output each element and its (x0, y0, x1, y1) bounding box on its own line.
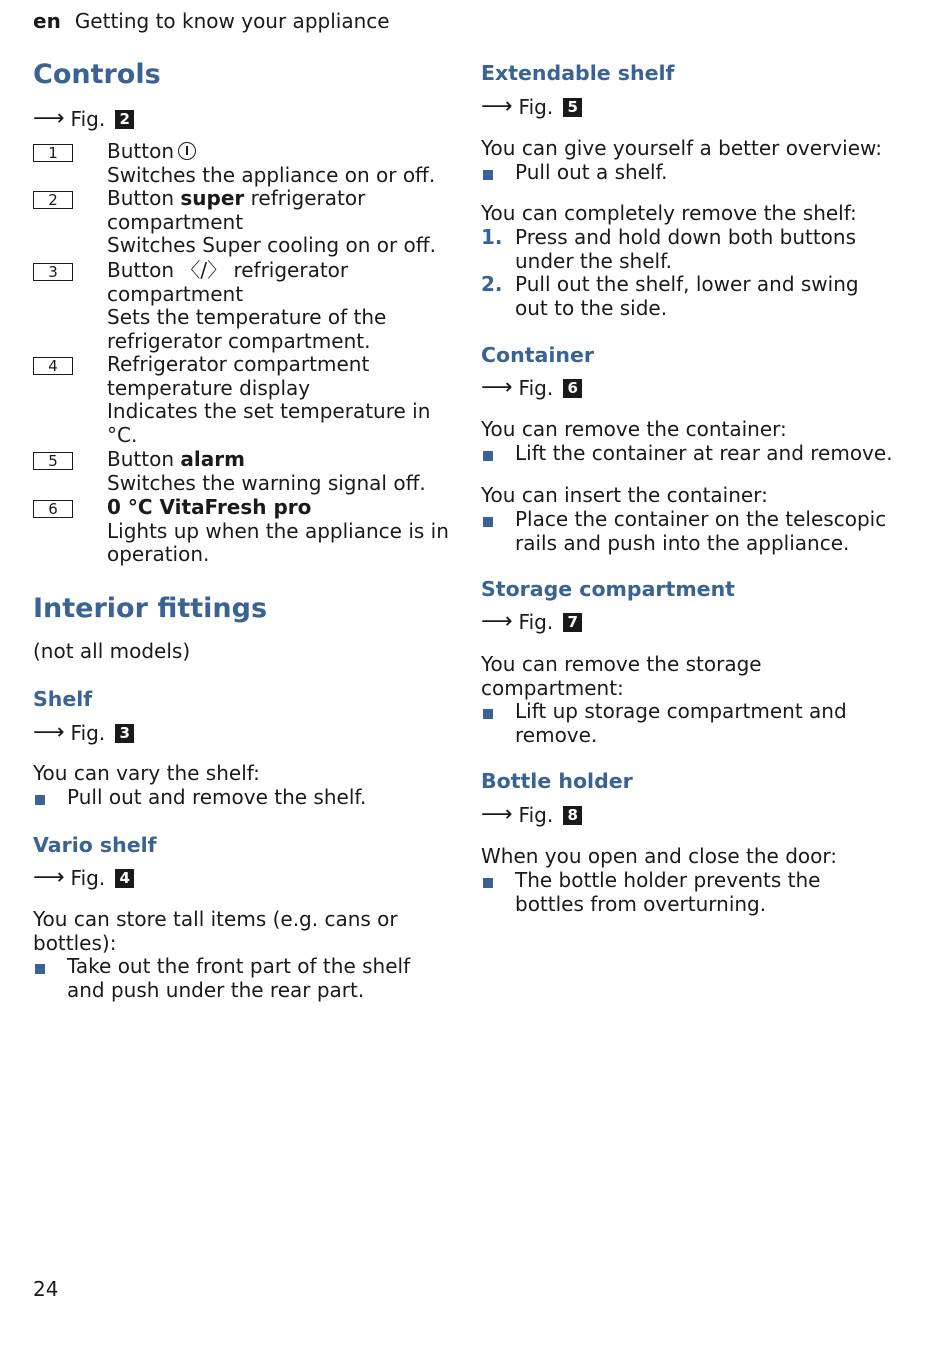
vario-shelf-heading: Vario shelf (33, 833, 157, 857)
control-label-bold: alarm (180, 447, 245, 471)
bottle-fig-ref (481, 802, 582, 828)
bottle-holder-heading: Bottle holder (481, 769, 633, 793)
fig-label: Fig. (518, 376, 554, 400)
storage-fig-ref (481, 609, 582, 635)
fig-label: Fig. (70, 721, 106, 745)
control-number: 5 (33, 452, 73, 470)
shelf-fig-ref (33, 720, 134, 746)
control-label: Button 〈/〉 refrigerator compartment (107, 258, 349, 306)
control-description: Indicates the set temperature in °C. (107, 399, 431, 447)
control-number: 3 (33, 263, 73, 281)
control-description: Switches the warning signal off. (107, 470, 426, 495)
bullet-text: Place the container on the telescopic rails and push into the appliance. (515, 507, 887, 555)
control-label-bold: super (180, 186, 245, 210)
fig-label: Fig. (70, 866, 106, 890)
fig-label: Fig. (518, 610, 554, 634)
ext-step-2 (481, 273, 875, 320)
fig-label: Fig. (70, 107, 106, 131)
storage-intro: You can remove the storage compartment: (481, 652, 762, 700)
power-icon (178, 142, 196, 160)
bullet-text: Lift up storage compartment and remove. (515, 699, 847, 747)
bullet-icon (483, 451, 493, 461)
step-text: Press and hold down both buttons under the shelf. (515, 225, 857, 273)
control-label: Button (107, 186, 181, 210)
arrow-icon: ⟶ (481, 609, 511, 634)
bullet-text: The bottle holder prevents the bottles from overturning. (515, 868, 821, 916)
page-number: 24 (33, 1277, 59, 1301)
step-number: 1. (481, 225, 503, 249)
bullet-text: Pull out and remove the shelf. (67, 785, 367, 809)
controls-fig-ref (33, 106, 134, 132)
header-title: Getting to know your appliance (74, 9, 390, 33)
step-number: 2. (481, 272, 503, 296)
bullet-icon (483, 878, 493, 888)
extendable-shelf-heading: Extendable shelf (481, 61, 675, 85)
arrow-icon: ⟶ (33, 106, 63, 131)
storage-compartment-heading: Storage compartment (481, 577, 735, 601)
storage-bullet (481, 700, 875, 747)
control-label: Button (107, 447, 181, 471)
page-header (33, 8, 390, 34)
control-label-bold: 0 °C VitaFresh pro (107, 495, 312, 519)
control-number: 2 (33, 191, 73, 209)
bullet-icon (483, 517, 493, 527)
container-bullet-1 (481, 442, 905, 466)
fig-number-badge: 2 (115, 110, 134, 129)
control-number: 6 (33, 500, 73, 518)
arrow-icon: ⟶ (33, 865, 63, 890)
control-label: Button (107, 139, 174, 163)
control-description: Switches Super cooling on or off. (107, 233, 436, 257)
container-bullet-2 (481, 508, 905, 555)
fig-number-badge: 7 (563, 613, 582, 632)
control-label: Refrigerator compartment temperature display (107, 352, 370, 400)
bullet-icon (35, 964, 45, 974)
interior-note: (not all models) (33, 639, 191, 663)
arrow-icon: ⟶ (481, 375, 511, 400)
language-code: en (33, 9, 61, 33)
fig-number-badge: 5 (563, 98, 582, 117)
control-label-suffix: refrigerator compartment (107, 186, 366, 234)
bullet-text: Take out the front part of the shelf and push under the rear part. (67, 954, 411, 1002)
arrow-icon: ⟶ (481, 802, 511, 827)
bottle-intro: When you open and close the door: (481, 844, 837, 868)
container-intro-1: You can remove the container: (481, 417, 787, 441)
vario-fig-ref (33, 865, 134, 891)
arrow-icon: ⟶ (33, 720, 63, 745)
control-description: Sets the temperature of the refrigerator compartment. (107, 305, 387, 353)
control-number: 4 (33, 357, 73, 375)
fig-number-badge: 8 (563, 806, 582, 825)
fig-number-badge: 6 (563, 379, 582, 398)
fig-label: Fig. (518, 803, 554, 827)
vario-intro: You can store tall items (e.g. cans or bottles): (33, 907, 398, 955)
interior-fittings-heading: Interior fittings (33, 593, 268, 624)
ext-intro-1: You can give yourself a better overview: (481, 136, 882, 160)
fig-label: Fig. (518, 95, 554, 119)
fig-number-badge: 4 (115, 869, 134, 888)
shelf-bullet (33, 786, 453, 810)
container-intro-2: You can insert the container: (481, 483, 768, 507)
shelf-intro: You can vary the shelf: (33, 761, 260, 785)
controls-heading: Controls (33, 59, 161, 90)
vario-bullet (33, 955, 433, 1002)
ext-step-1 (481, 226, 875, 273)
control-number: 1 (33, 144, 73, 162)
step-text: Pull out the shelf, lower and swing out to the side. (515, 272, 859, 320)
bullet-text: Lift the container at rear and remove. (515, 441, 893, 465)
bullet-icon (35, 795, 45, 805)
fig-number-badge: 3 (115, 724, 134, 743)
container-heading: Container (481, 343, 594, 367)
arrow-icon: ⟶ (481, 94, 511, 119)
control-description: Switches the appliance on or off. (107, 162, 436, 187)
bullet-text: Pull out a shelf. (515, 160, 668, 184)
control-description: Lights up when the appliance is in operation. (107, 518, 449, 566)
shelf-heading: Shelf (33, 687, 93, 711)
ext-fig-ref (481, 94, 582, 120)
bullet-icon (483, 709, 493, 719)
bullet-icon (483, 170, 493, 180)
ext-bullet (481, 161, 905, 185)
container-fig-ref (481, 375, 582, 401)
ext-intro-2: You can completely remove the shelf: (481, 201, 857, 225)
bottle-bullet (481, 869, 855, 916)
